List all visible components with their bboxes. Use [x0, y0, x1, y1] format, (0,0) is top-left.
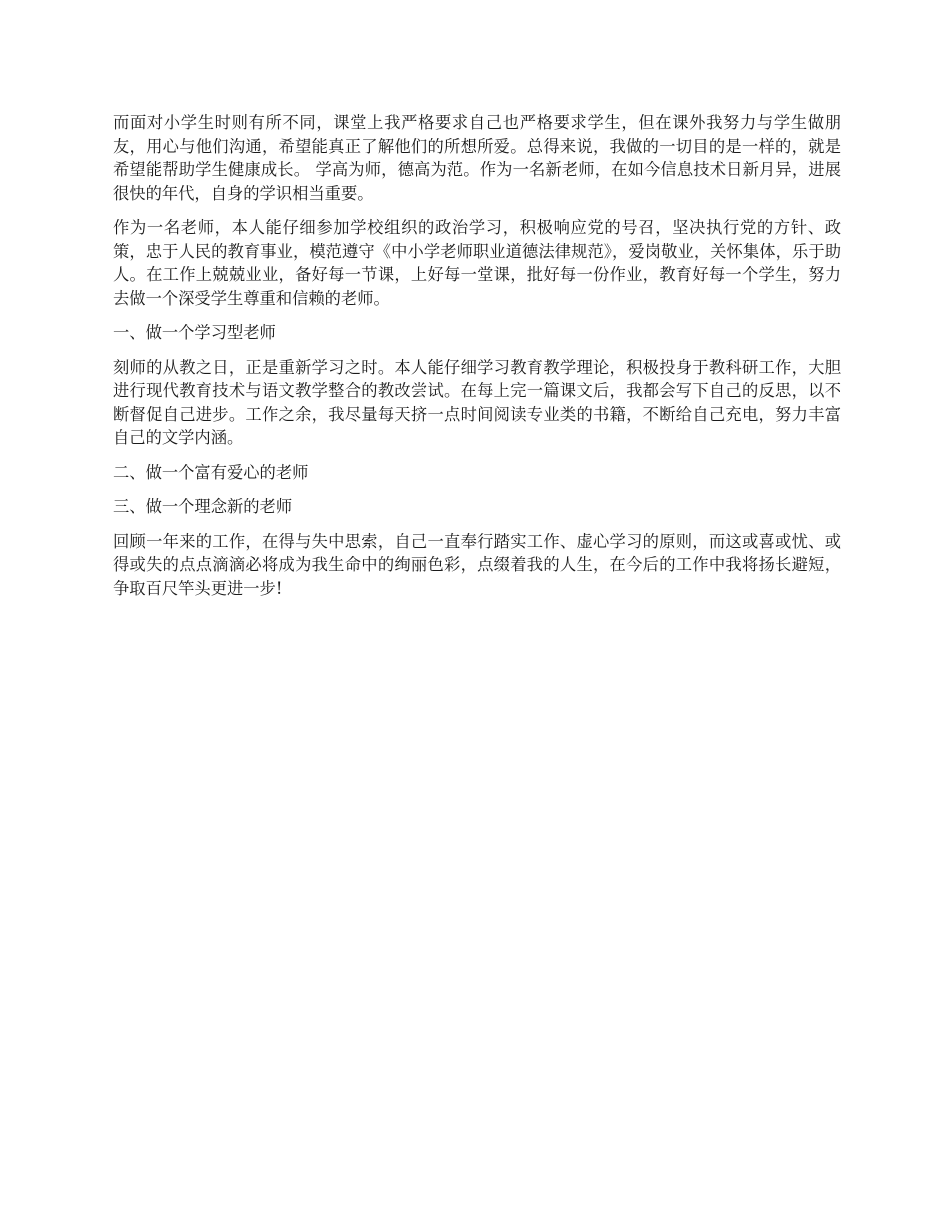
section-heading-caring-teacher: 二、做一个富有爱心的老师 — [113, 462, 309, 482]
paragraph-student-relations: 而面对小学生时则有所不同，课堂上我严格要求自己也严格要求学生，但在课外我努力与学生做朋友，用心与他们沟通，希望能真正了解他们的所想所爱。总得来说，我做的一切目的是一样的，就是希望能帮助学生健康成长。 学高为师，德高为范。作为一名新老师，在如今信息技术日新月异，进展很快的年代，自身的学识相当重要。 — [113, 113, 841, 203]
paragraph-conclusion: 回顾一年来的工作，在得与失中思索，自己一直奉行踏实工作、虚心学习的原则，而这或喜或忧、或得或失的点点滴滴必将成为我生命中的绚丽色彩，点缀着我的人生，在今后的工作中我将扬长避短，争取百尺竿头更进一步! — [113, 531, 841, 598]
document-body — [113, 111, 841, 611]
section-heading-new-ideas-teacher: 三、做一个理念新的老师 — [113, 497, 293, 516]
paragraph-teacher-ethics: 作为一名老师，本人能仔细参加学校组织的政治学习，积极响应党的号召，坚决执行党的方针、政策，忠于人民的教育事业，模范遵守《中小学老师职业道德法律规范》，爱岗敬业，关怀集体，乐于助人。在工作上兢兢业业，备好每一节课，上好每一堂课，批好每一份作业，教育好每一个学生，努力去做一个深受学生尊重和信赖的老师。 — [113, 218, 841, 308]
paragraph-continuous-learning: 刻师的从教之日，正是重新学习之时。本人能仔细学习教育教学理论，积极投身于教科研工作，大胆进行现代教育技术与语文教学整合的教改尝试。在每上完一篇课文后，我都会写下自己的反思，以不断督促自己进步。工作之余，我尽量每天挤一点时间阅读专业类的书籍，不断给自己充电，努力丰富自己的文学内涵。 — [113, 357, 841, 447]
section-heading-learning-teacher: 一、做一个学习型老师 — [113, 323, 276, 342]
